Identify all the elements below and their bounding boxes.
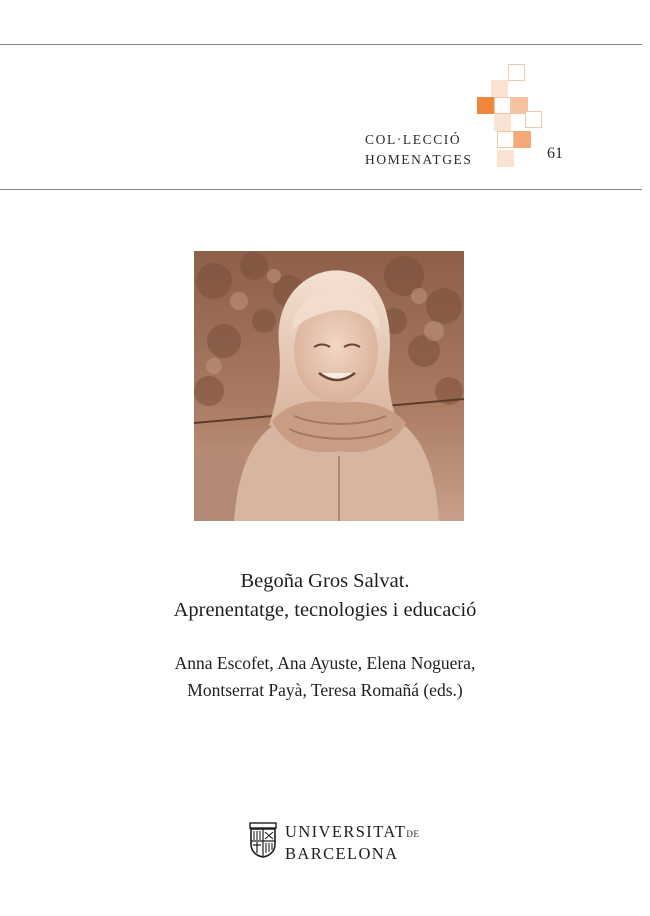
pattern-square — [525, 111, 542, 128]
series-line-2: HOMENATGES — [365, 152, 473, 167]
pattern-square — [508, 64, 525, 81]
editors-line-2: Montserrat Payà, Teresa Romañá (eds.) — [187, 680, 463, 700]
pattern-square — [497, 131, 514, 148]
cover-portrait-photo — [194, 251, 464, 521]
pattern-square — [514, 131, 531, 148]
book-title-line-2: Aprenentatge, tecnologies i educació — [173, 599, 477, 621]
university-crest-icon — [249, 822, 277, 858]
series-number: 61 — [547, 145, 563, 162]
collection-series-label — [365, 130, 473, 170]
publisher-line-1: UNIVERSITAT — [285, 822, 407, 841]
publisher-line-1-small: DE — [406, 829, 420, 839]
publisher-logo — [249, 822, 419, 862]
book-editors — [0, 650, 650, 704]
editors-line-1: Anna Escofet, Ana Ayuste, Elena Noguera, — [174, 653, 476, 673]
pattern-square — [494, 97, 511, 114]
book-title — [0, 567, 650, 625]
pattern-square — [494, 114, 511, 131]
publisher-name — [285, 822, 419, 863]
pattern-square — [477, 97, 494, 114]
publisher-line-2: BARCELONA — [285, 844, 399, 863]
series-line-1: COL·LECCIÓ — [365, 132, 462, 147]
pattern-square — [491, 80, 508, 97]
pattern-square — [497, 150, 514, 167]
book-title-line-1: Begoña Gros Salvat. — [240, 570, 410, 592]
